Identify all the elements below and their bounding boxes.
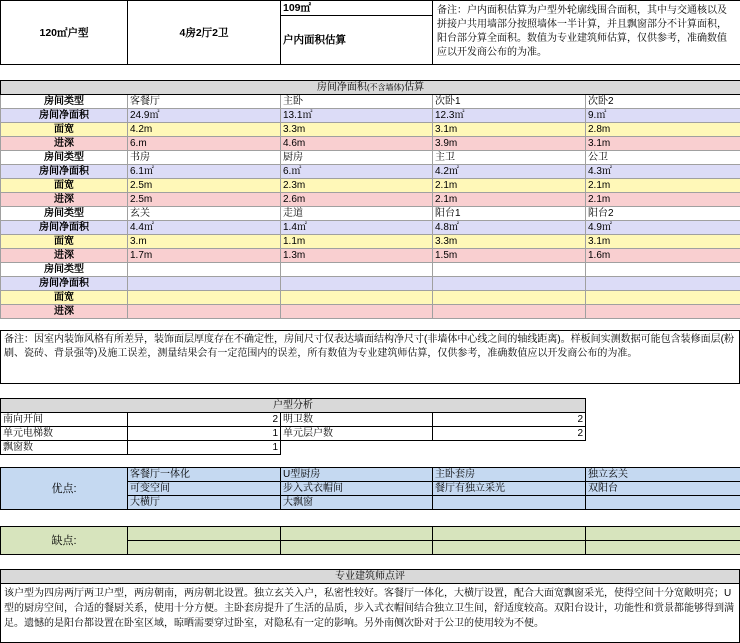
pros-item: 步入式衣帽间 — [281, 482, 433, 496]
room-cell: 阳台2 — [586, 207, 740, 221]
analysis-value: 2 — [433, 413, 586, 427]
room-cell: 2.1m — [433, 179, 586, 193]
room-cell — [586, 291, 740, 305]
cons-item — [586, 541, 740, 555]
pros-item: 双阳台 — [586, 482, 740, 496]
room-cell: 次卧2 — [586, 95, 740, 109]
room-depth-row — [1, 193, 740, 207]
cons-row — [1, 527, 740, 541]
cons-item — [281, 541, 433, 555]
room-cell: 4.6m — [281, 137, 433, 151]
pros-table — [0, 467, 740, 510]
room-table-title: 房间净面积(不含墙体)估算 — [1, 81, 740, 95]
room-cell — [586, 305, 740, 319]
row-label: 进深 — [1, 305, 128, 319]
room-cell: 4.4㎡ — [128, 221, 281, 235]
pros-item — [586, 496, 740, 510]
room-cell — [128, 263, 281, 277]
room-cell: 9.㎡ — [586, 109, 740, 123]
room-depth-row — [1, 249, 740, 263]
room-cell: 3.1m — [586, 235, 740, 249]
room-cell: 次卧1 — [433, 95, 586, 109]
header-table — [0, 0, 740, 65]
room-area-table — [0, 80, 740, 319]
room-cell: 4.3㎡ — [586, 165, 740, 179]
room-cell: 12.3㎡ — [433, 109, 586, 123]
room-cell — [433, 305, 586, 319]
room-cell: 6.1㎡ — [128, 165, 281, 179]
pros-item: 客餐厅一体化 — [128, 468, 281, 482]
room-cell — [433, 263, 586, 277]
room-cell — [128, 291, 281, 305]
room-type-row — [1, 95, 740, 109]
room-cell: 3.3m — [281, 123, 433, 137]
analysis-value: 2 — [128, 413, 281, 427]
room-cell — [281, 263, 433, 277]
room-cell: 2.8m — [586, 123, 740, 137]
room-cell — [128, 277, 281, 291]
room-width-row — [1, 235, 740, 249]
room-cell: 阳台1 — [433, 207, 586, 221]
cons-item — [433, 541, 586, 555]
room-cell: 2.3m — [281, 179, 433, 193]
analysis-empty — [281, 441, 433, 455]
pros-item: 餐厅有独立采光 — [433, 482, 586, 496]
room-depth-row — [1, 137, 740, 151]
room-cell: 3.3m — [433, 235, 586, 249]
room-cell — [586, 263, 740, 277]
analysis-empty — [433, 441, 586, 455]
row-label: 面宽 — [1, 179, 128, 193]
analysis-label: 单元电梯数 — [1, 427, 128, 441]
cons-item — [128, 527, 281, 541]
analysis-row — [1, 413, 586, 427]
room-cell — [433, 277, 586, 291]
area-value: 109㎡ — [281, 1, 433, 16]
room-cell: 13.1㎡ — [281, 109, 433, 123]
room-cell: 4.9㎡ — [586, 221, 740, 235]
analysis-value: 2 — [433, 427, 586, 441]
analysis-label: 单元层户数 — [281, 427, 433, 441]
unit-layout: 4房2厅2卫 — [128, 1, 281, 65]
row-label: 房间类型 — [1, 151, 128, 165]
room-cell: 1.6m — [586, 249, 740, 263]
room-cell: 2.5m — [128, 193, 281, 207]
room-cell: 玄关 — [128, 207, 281, 221]
room-cell: 4.8㎡ — [433, 221, 586, 235]
cons-table — [0, 526, 740, 555]
analysis-value: 1 — [128, 441, 281, 455]
room-cell: 客餐厅 — [128, 95, 281, 109]
area-note: 备注：户内面积估算为户型外轮廓线围合面积，其中与交通核以及拼接户共用墙部分按照墙体一半计算，并且飘窗部分不计算面积，阳台部分算全面积。数值为专业建筑师估算，仅供参考，准确数值应以开发商公布的为准。 — [433, 1, 740, 65]
room-cell: 2.5m — [128, 179, 281, 193]
cons-label: 缺点: — [1, 527, 128, 555]
pros-item: 可变空间 — [128, 482, 281, 496]
room-cell — [128, 305, 281, 319]
room-cell: 主卫 — [433, 151, 586, 165]
room-cell: 1.7m — [128, 249, 281, 263]
room-cell: 2.1m — [586, 193, 740, 207]
row-label: 面宽 — [1, 123, 128, 137]
room-type-row — [1, 151, 740, 165]
analysis-row — [1, 427, 586, 441]
room-width-row — [1, 179, 740, 193]
analysis-row — [1, 441, 586, 455]
row-label: 进深 — [1, 249, 128, 263]
pros-item: 主卧套房 — [433, 468, 586, 482]
row-label: 进深 — [1, 137, 128, 151]
row-label: 房间净面积 — [1, 221, 128, 235]
row-label: 房间净面积 — [1, 165, 128, 179]
room-type-row — [1, 263, 740, 277]
room-cell — [281, 277, 433, 291]
room-area-row — [1, 221, 740, 235]
room-cell: 公卫 — [586, 151, 740, 165]
row-label: 房间类型 — [1, 207, 128, 221]
room-cell — [433, 291, 586, 305]
room-area-row — [1, 277, 740, 291]
room-cell: 6.㎡ — [281, 165, 433, 179]
room-cell — [586, 277, 740, 291]
row-label: 房间类型 — [1, 95, 128, 109]
room-cell: 1.1m — [281, 235, 433, 249]
analysis-label: 南向开间 — [1, 413, 128, 427]
room-cell: 厨房 — [281, 151, 433, 165]
room-area-row — [1, 109, 740, 123]
room-depth-row — [1, 305, 740, 319]
cons-item — [128, 541, 281, 555]
room-cell: 2.1m — [433, 193, 586, 207]
room-cell — [281, 305, 433, 319]
room-cell: 2.1m — [586, 179, 740, 193]
review-title: 专业建筑师点评 — [0, 569, 740, 584]
room-width-row — [1, 123, 740, 137]
analysis-value: 1 — [128, 427, 281, 441]
pros-item: U型厨房 — [281, 468, 433, 482]
pros-item: 大飘窗 — [281, 496, 433, 510]
analysis-label: 明卫数 — [281, 413, 433, 427]
room-cell: 3.9m — [433, 137, 586, 151]
room-cell: 走道 — [281, 207, 433, 221]
room-cell: 1.4㎡ — [281, 221, 433, 235]
cons-item — [281, 527, 433, 541]
pros-row — [1, 468, 740, 482]
cons-item — [586, 527, 740, 541]
row-label: 面宽 — [1, 235, 128, 249]
room-cell — [281, 291, 433, 305]
pros-item — [433, 496, 586, 510]
room-cell: 6.m — [128, 137, 281, 151]
room-cell: 3.1m — [586, 137, 740, 151]
room-cell: 3.1m — [433, 123, 586, 137]
row-label: 面宽 — [1, 291, 128, 305]
room-width-row — [1, 291, 740, 305]
room-type-row — [1, 207, 740, 221]
row-label: 房间净面积 — [1, 109, 128, 123]
room-cell: 主卧 — [281, 95, 433, 109]
unit-analysis-table — [0, 398, 586, 455]
room-cell: 书房 — [128, 151, 281, 165]
room-cell: 3.m — [128, 235, 281, 249]
pros-item: 独立玄关 — [586, 468, 740, 482]
room-cell: 4.2m — [128, 123, 281, 137]
row-label: 房间净面积 — [1, 277, 128, 291]
cons-item — [433, 527, 586, 541]
room-cell: 1.5m — [433, 249, 586, 263]
room-cell: 4.2㎡ — [433, 165, 586, 179]
room-size-note: 备注：因室内装饰风格有所差异，装饰面层厚度存在不确定性，房间尺寸仅表达墙面结构净尺寸(非墙体中心线之间的轴线距离)。样板间实测数据可能包含装修面层(粉刷、瓷砖、背景强等)及施工误差，测量结果会有一定范围内的误差，所有数值为专业建筑师估算，仅供参考，准确数值应以开发商公布的为准。 — [0, 330, 740, 384]
area-label: 户内面积估算 — [281, 16, 433, 65]
unit-type: 120㎡户型 — [1, 1, 128, 65]
review-text: 该户型为四房两厅两卫户型，两房朝南，两房朝北设置。独立玄关入户，私密性较好。客餐厅一体化，大横厅设置，配合大面宽飘窗采光，使得空间十分宽敞明亮；U型的厨房空间，合适的餐厨关系，使用十分方便。主卧套房提升了生活的品质，步入式衣帽间结合独立卫生间，舒适度较高。双阳台设计，功能性和赏景都能够得到满足。遗憾的是阳台都设置在卧室区域，晾晒需要穿过卧室，对隐私有一定的影响。另外南侧次卧对于公卫的使用较为不便。 — [0, 584, 740, 643]
row-label: 房间类型 — [1, 263, 128, 277]
room-cell: 24.9㎡ — [128, 109, 281, 123]
pros-item: 大横厅 — [128, 496, 281, 510]
analysis-label: 飘窗数 — [1, 441, 128, 455]
analysis-title: 户型分析 — [1, 399, 586, 413]
pros-label: 优点: — [1, 468, 128, 510]
room-area-row — [1, 165, 740, 179]
room-cell: 1.3m — [281, 249, 433, 263]
room-cell: 2.6m — [281, 193, 433, 207]
row-label: 进深 — [1, 193, 128, 207]
